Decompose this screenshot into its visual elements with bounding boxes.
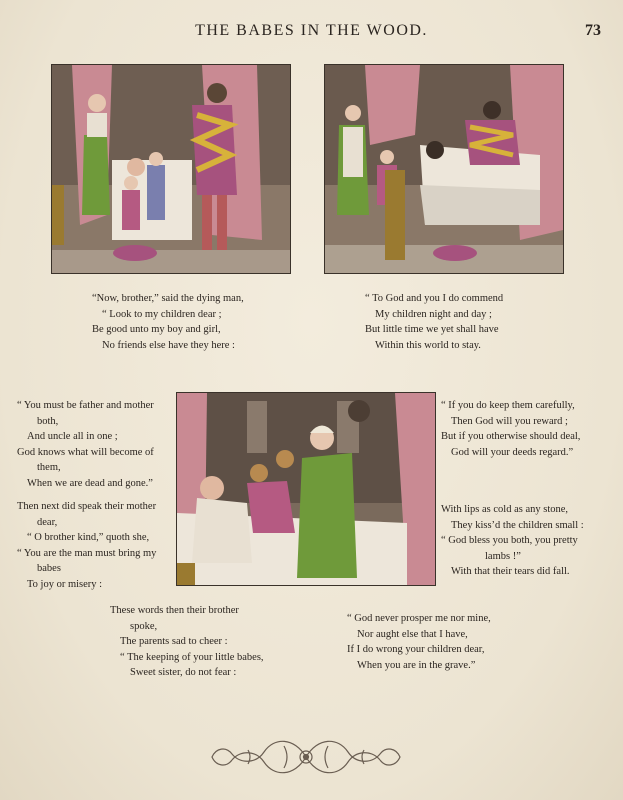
decorative-ornament-icon: [204, 732, 408, 782]
verse-line: dear,: [37, 516, 58, 528]
verse-line: both,: [37, 415, 59, 427]
verse-top-left: [92, 291, 244, 353]
verse-line: When we are dead and gone.”: [27, 477, 153, 489]
verse-line: To joy or misery :: [27, 578, 103, 590]
farewell-kiss-illustration: [176, 392, 436, 586]
verse-line: Then next did speak their mother: [17, 501, 157, 512]
verse-middle-left: [17, 398, 156, 592]
verse-line: If I do wrong your children dear,: [347, 644, 485, 655]
verse-line: And uncle all in one ;: [27, 431, 118, 442]
verse-line: “ You must be father and mother: [17, 400, 154, 411]
verse-line: Nor aught else that I have,: [357, 628, 468, 640]
verse-line: No friends else have they here :: [102, 339, 235, 351]
verse-top-right: [365, 291, 503, 353]
verse-line: The parents sad to cheer :: [120, 636, 228, 647]
verse-line: They kiss’d the children small :: [451, 519, 584, 531]
verse-line: Be good unto my boy and girl,: [92, 324, 221, 335]
verse-line: But if you otherwise should deal,: [441, 431, 581, 442]
verse-line: “ Look to my children dear ;: [102, 308, 222, 320]
verse-line: God knows what will become of: [17, 446, 154, 458]
verse-line: “ To God and you I do commend: [365, 293, 504, 304]
verse-middle-right-a: [441, 398, 580, 460]
verse-line: “ If you do keep them carefully,: [441, 400, 575, 411]
verse-line: “ God never prosper me nor mine,: [347, 613, 491, 624]
page-number: 73: [585, 22, 601, 39]
verse-line: lambs !”: [485, 550, 521, 562]
dying-father-illustration: [51, 64, 291, 274]
farewell-kiss-engraving: [177, 393, 435, 585]
verse-line: “ God bless you both, you pretty: [441, 535, 578, 546]
verse-line: God will your deeds regard.”: [451, 446, 574, 458]
page-title: THE BABES IN THE WOOD.: [195, 22, 428, 39]
verse-line: “ You are the man must bring my: [17, 547, 157, 559]
verse-line: Within this world to stay.: [375, 339, 481, 351]
verse-line: “ The keeping of your little babes,: [120, 651, 264, 663]
verse-line: With lips as cold as any stone,: [441, 504, 569, 515]
deathbed-engraving: [325, 65, 563, 273]
verse-line: babes: [37, 563, 61, 574]
verse-line: spoke,: [130, 620, 158, 632]
verse-line: But little time we yet shall have: [365, 324, 499, 335]
verse-line: “ O brother kind,” quoth she,: [27, 532, 150, 543]
verse-line: them,: [37, 462, 61, 473]
dying-father-engraving: [52, 65, 290, 273]
verse-line: “Now, brother,” said the dying man,: [92, 293, 244, 304]
verse-middle-right-b: [441, 502, 584, 580]
verse-line: These words then their brother: [110, 605, 239, 616]
verse-bottom-right: [347, 611, 491, 673]
verse-line: With that their tears did fall.: [451, 566, 570, 577]
verse-line: Sweet sister, do not fear :: [130, 667, 237, 678]
deathbed-illustration: [324, 64, 564, 274]
verse-line: My children night and day ;: [375, 308, 492, 320]
verse-line: Then God will you reward ;: [451, 415, 568, 427]
verse-line: When you are in the grave.”: [357, 659, 476, 671]
verse-bottom-left: [110, 603, 264, 681]
